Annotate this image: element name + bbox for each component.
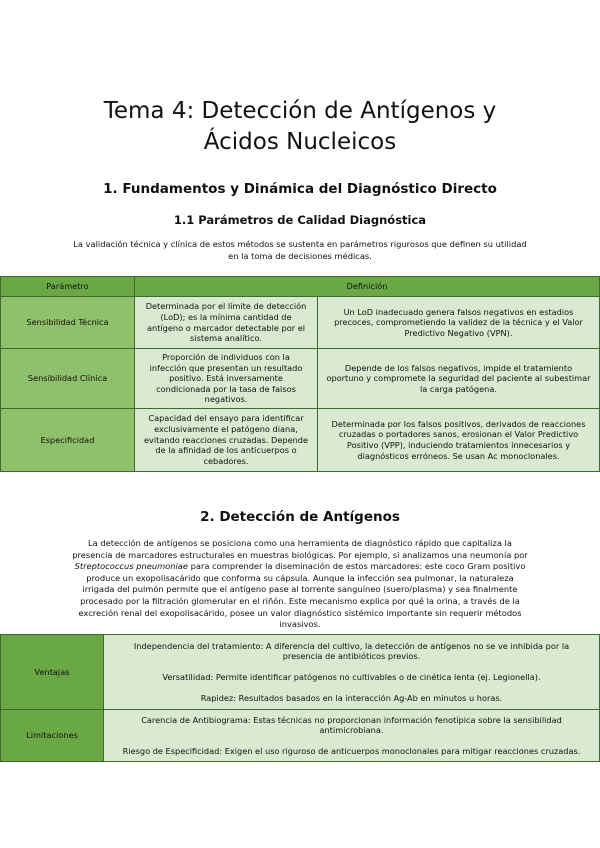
- section-2-heading: 2. Detección de Antígenos: [200, 509, 400, 525]
- advantages-label: Ventajas: [1, 635, 104, 710]
- paragraph-text-a: La detección de antígenos se posiciona como una herramienta de diagnóstico rápido que capitaliza la presencia de marcadores estructurales en muestras biológicas. Por ejemplo, si analizamos una neumonía por: [72, 538, 528, 560]
- list-item: Riesgo de Especificidad: Exigen el uso riguroso de anticuerpos monoclonales para mitigar reacciones cruzadas.: [122, 745, 581, 756]
- section-1-1-heading: 1.1 Parámetros de Calidad Diagnóstica: [173, 213, 427, 227]
- section-1-heading: 1. Fundamentos y Dinámica del Diagnóstico Directo: [103, 181, 497, 197]
- table-row: [1, 297, 600, 349]
- col-header-parametro: Parámetro: [1, 277, 135, 297]
- list-item: Versatilidad: Permite identificar patógenos no cultivables o de cinética lenta (ej. Legionella).: [162, 672, 541, 682]
- advantages-row: [1, 635, 600, 710]
- limitations-row: [1, 710, 600, 762]
- page-title: [0, 96, 600, 158]
- param-cell: Sensibilidad Clínica: [1, 349, 135, 409]
- list-item: Carencia de Antibiograma: Estas técnicas no proporcionan información fenotípica sobre la sensibilidad antimicrobiana.: [141, 714, 562, 736]
- section-2-paragraph: [70, 538, 530, 631]
- title-line-1: Tema 4: Detección de Antígenos y: [103, 98, 497, 124]
- col-header-definicion: Definición: [135, 277, 600, 297]
- table-header-row: [1, 277, 600, 297]
- advantages-limitations-table: [0, 634, 600, 762]
- definition-cell: Proporción de individuos con la infección que presentan un resultado positivo. Está inversamente condicionada por la tasa de falsos negativos.: [135, 349, 318, 409]
- quality-parameters-table: [0, 276, 600, 472]
- note-cell: Un LoD inadecuado genera falsos negativos en estadios precoces, comprometiendo la validez de la técnica y el Valor Predictivo Negativo (VPN).: [318, 297, 600, 349]
- list-item: Independencia del tratamiento: A diferencia del cultivo, la detección de antígenos no se ve inhibida por la presencia de antibióticos previos.: [133, 640, 570, 662]
- table-row: [1, 349, 600, 409]
- paragraph-text-b: para comprender la diseminación de estos marcadores: este coco Gram positivo produce un exopolisacárido que conforma su cápsula. Aunque la infección sea pulmonar, la naturaleza irrigada del pulmón permite que el antígeno pase al torrente sanguíneo (suero/plasma) y sea finalmente procesado por la filtración glomerular en el riñón. Este mecanismo explica por qué la orina, a través de la excreción renal del exopolisacárido, posee un valor diagnóstico sistémico importante sin requerir métodos invasivos.: [78, 561, 526, 630]
- note-cell: Determinada por los falsos positivos, derivados de reacciones cruzadas o portadores sanos, erosionan el Valor Predictivo Positivo (VPP), induciendo tratamientos innecesarios y diagnósticos erróneos. Se usan Ac monoclonales.: [318, 408, 600, 471]
- list-item: Rapidez: Resultados basados en la interacción Ag-Ab en minutos u horas.: [200, 692, 503, 703]
- advantages-content: [104, 635, 600, 710]
- param-cell: Especificidad: [1, 408, 135, 471]
- param-cell: Sensibilidad Técnica: [1, 297, 135, 349]
- limitations-label: Limitaciones: [1, 710, 104, 762]
- note-cell: Depende de los falsos negativos, impide el tratamiento oportuno y compromete la seguridad del paciente al subestimar la carga patógena.: [318, 349, 600, 409]
- table-row: [1, 408, 600, 471]
- organism-name: Streptococcus pneumoniae: [74, 561, 188, 572]
- definition-cell: Capacidad del ensayo para identificar exclusivamente el patógeno diana, evitando reacciones cruzadas. Depende de la afinidad de los anticuerpos o cebadores.: [135, 408, 318, 471]
- section-1-intro: La validación técnica y clínica de estos métodos se sustenta en parámetros rigurosos que definen su utilidad en la toma de decisiones médicas.: [73, 239, 527, 261]
- title-line-2: Ácidos Nucleicos: [203, 129, 397, 155]
- limitations-content: [104, 710, 600, 762]
- definition-cell: Determinada por el límite de detección (LoD); es la mínima cantidad de antígeno o marcador detectable por el sistema analítico.: [135, 297, 318, 349]
